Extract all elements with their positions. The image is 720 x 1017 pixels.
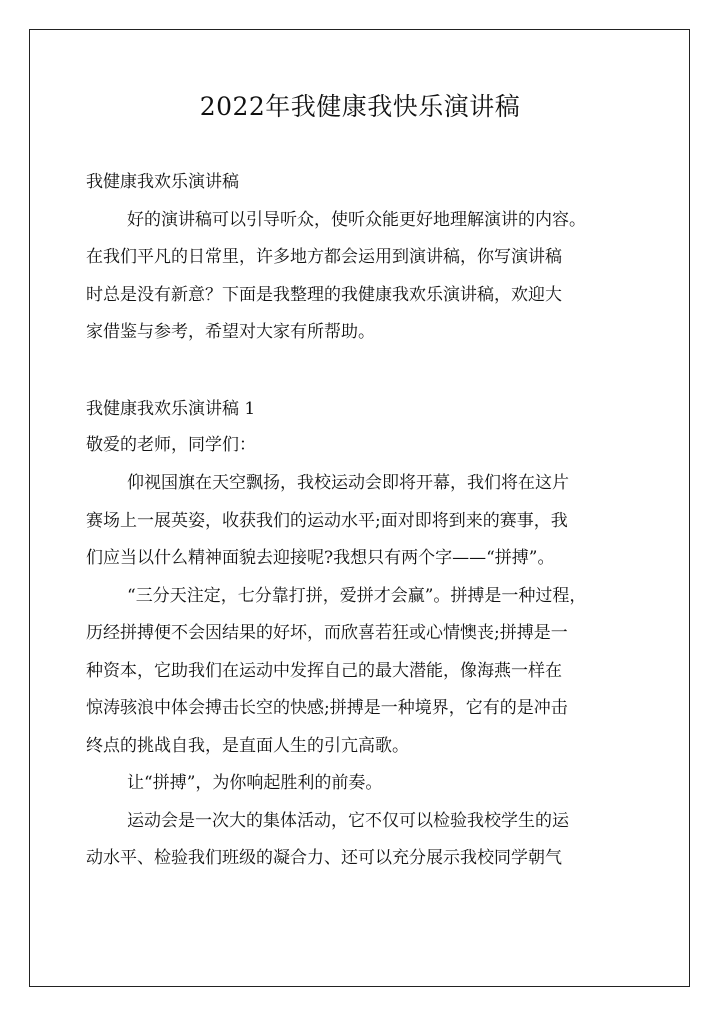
intro-line-2: 在我们平凡的日常里，许多地方都会运用到演讲稿，你写演讲稿 (86, 247, 562, 267)
body-line-4: “三分天注定，七分靠打拼，爱拼才会赢”。拼搏是一种过程， (127, 586, 587, 606)
greeting: 敬爱的老师，同学们： (86, 435, 256, 455)
body-line-9: 让“拼搏”，为你响起胜利的前奏。 (127, 773, 383, 793)
body-line-11: 动水平、检验我们班级的凝合力、还可以充分展示我校同学朝气 (86, 848, 562, 868)
body-line-7: 惊涛骇浪中体会搏击长空的快感;拼搏是一种境界，它有的是冲击 (86, 698, 568, 718)
body-line-6: 种资本，它助我们在运动中发挥自己的最大潜能，像海燕一样在 (86, 661, 562, 681)
body-line-1: 仰视国旗在天空飘扬，我校运动会即将开幕，我们将在这片 (127, 473, 569, 493)
body-line-8: 终点的挑战自我，是直面人生的引亢高歌。 (86, 736, 409, 756)
body-line-3: 们应当以什么精神面貌去迎接呢?我想只有两个字——“拼搏”。 (86, 548, 555, 568)
body-line-10: 运动会是一次大的集体活动，它不仅可以检验我校学生的运 (127, 811, 569, 831)
intro-line-3: 时总是没有新意？下面是我整理的我健康我欢乐演讲稿，欢迎大 (86, 285, 562, 305)
body-line-5: 历经拼搏便不会因结果的好坏，而欣喜若狂或心情懊丧;拼搏是一 (86, 623, 568, 643)
body-line-2: 赛场上一展英姿，收获我们的运动水平;面对即将到来的赛事，我 (86, 511, 568, 531)
document-title: 2022年我健康我快乐演讲稿 (199, 92, 521, 121)
intro-line-4: 家借鉴与参考，希望对大家有所帮助。 (86, 322, 375, 342)
intro-line-1: 好的演讲稿可以引导听众，使听众能更好地理解演讲的内容。 (127, 210, 586, 230)
section-heading: 我健康我欢乐演讲稿 1 (86, 399, 256, 419)
intro-heading: 我健康我欢乐演讲稿 (86, 172, 239, 192)
